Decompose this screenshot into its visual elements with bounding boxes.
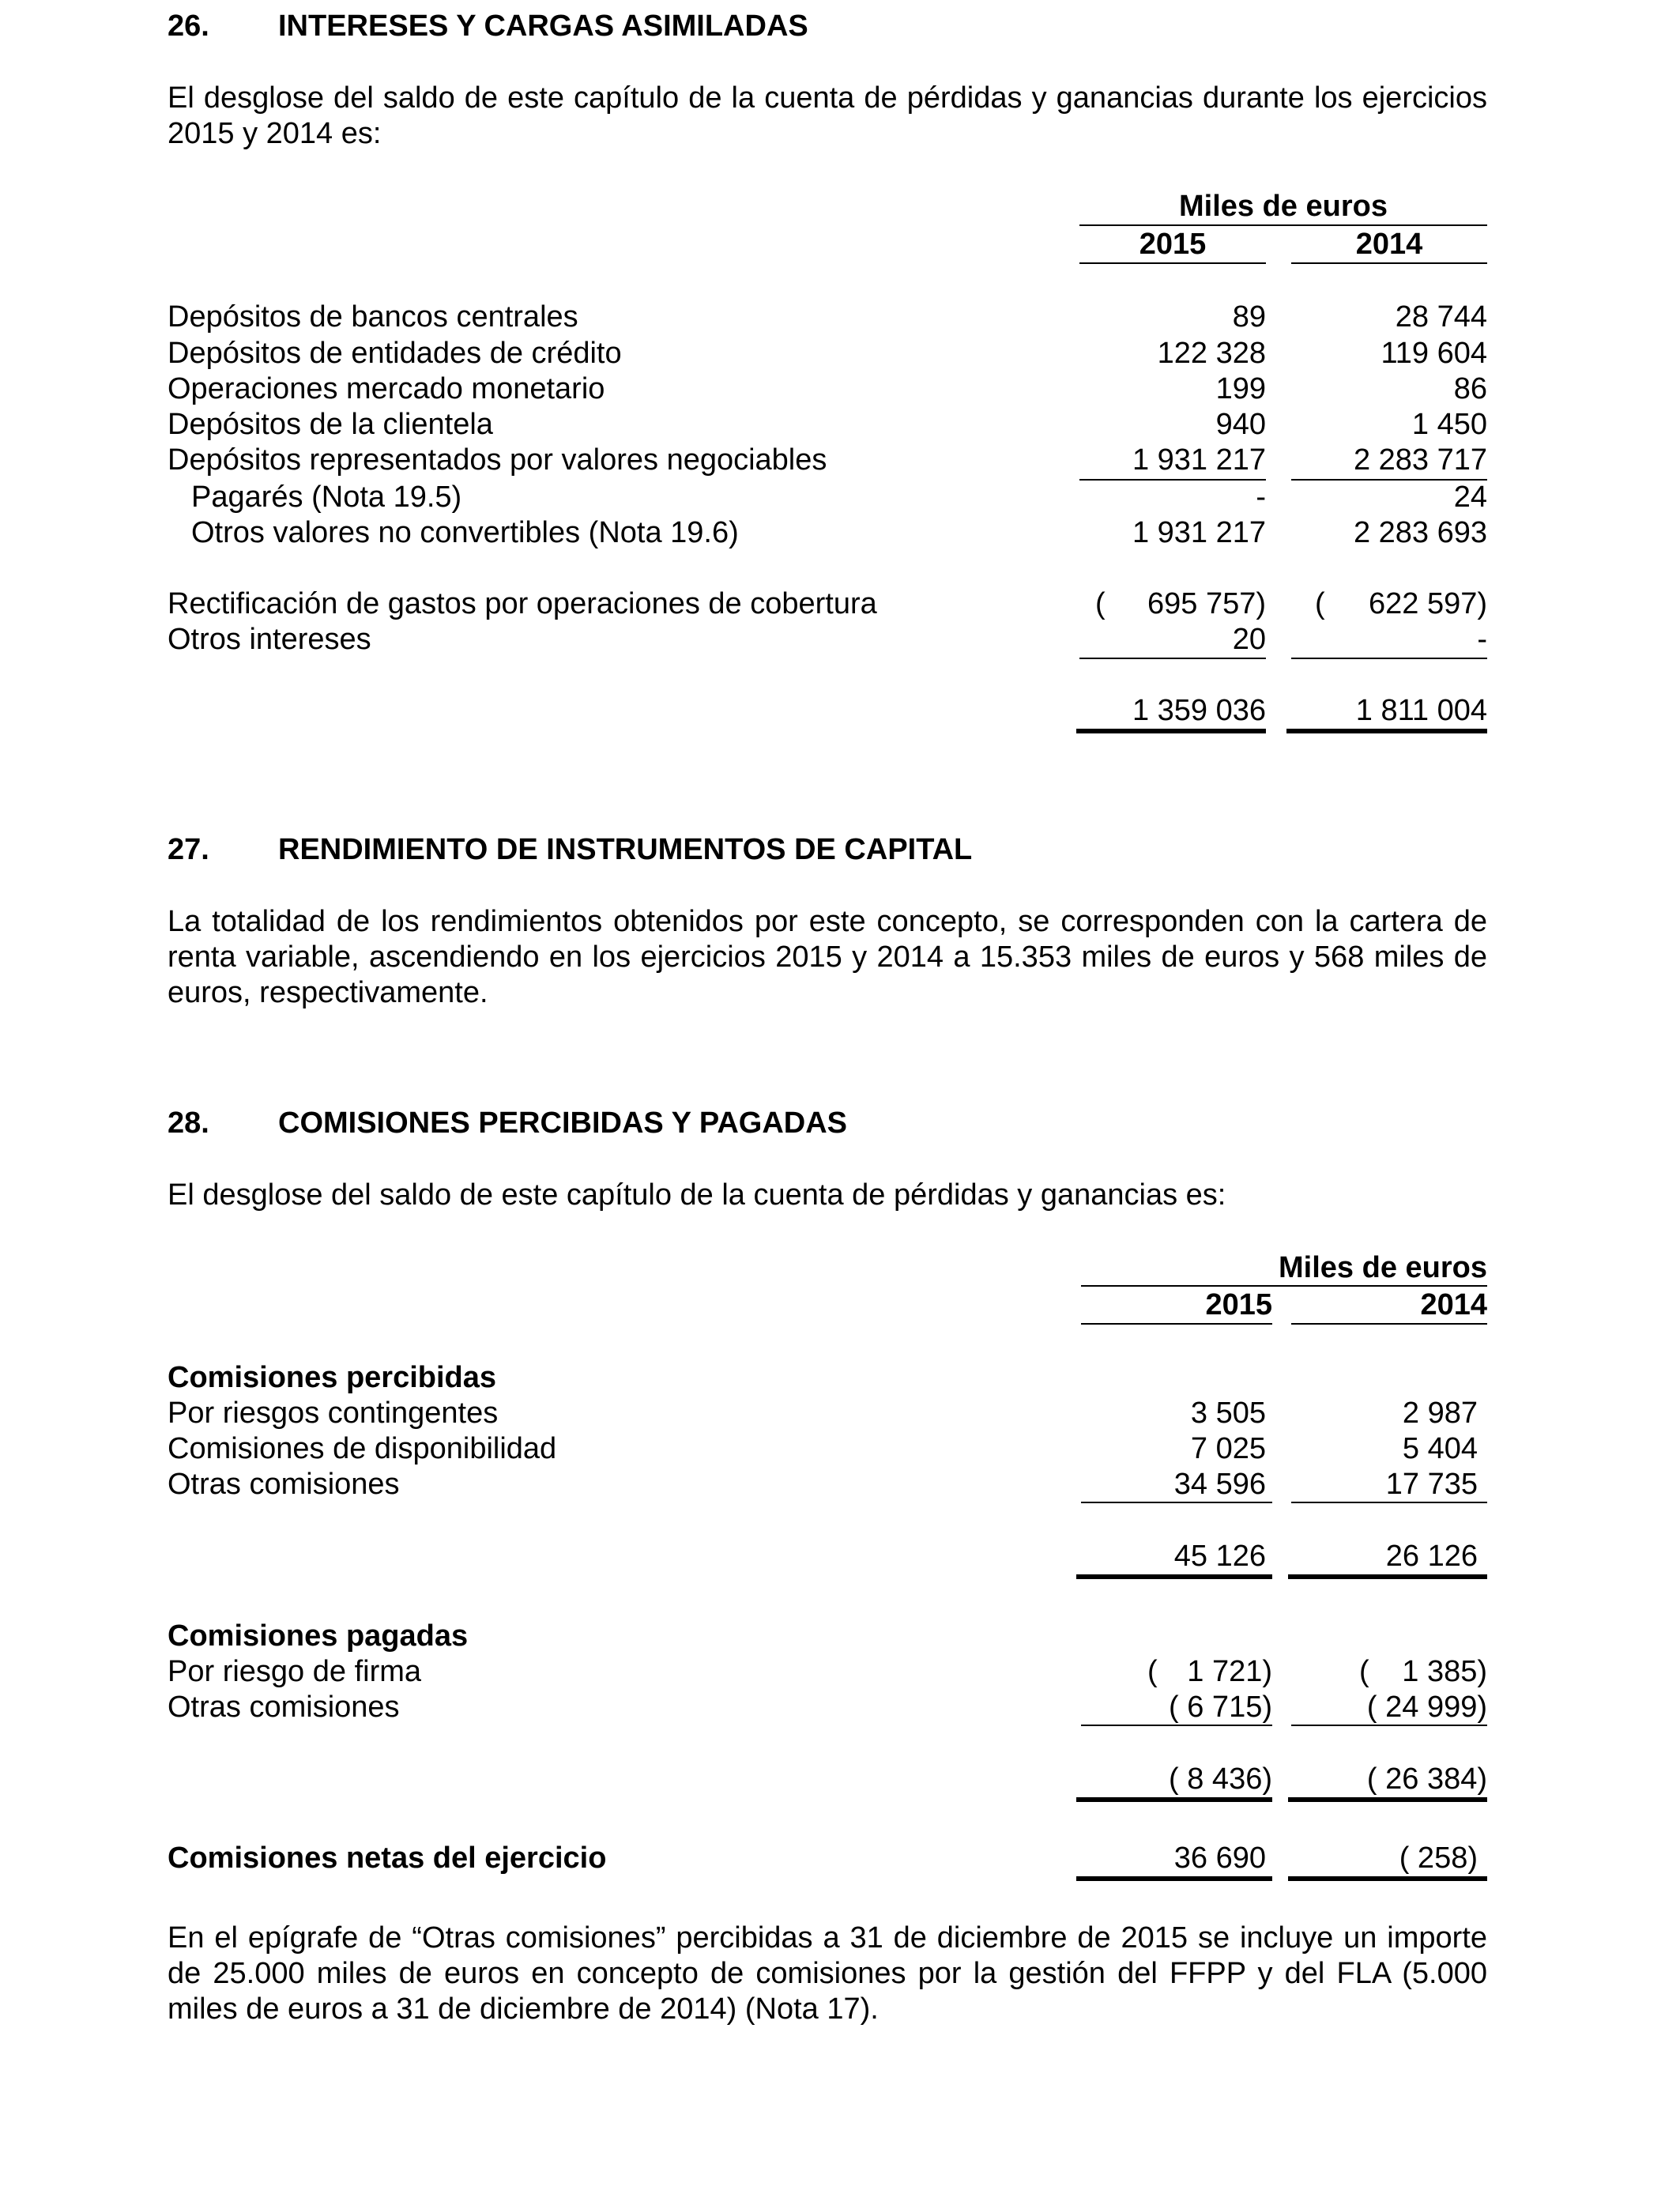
table-26-open-paren-2014: ( bbox=[1315, 587, 1325, 620]
table-26-total-2015: 1 359 036 bbox=[1132, 694, 1266, 727]
table-26-row-label: Rectificación de gastos por operaciones de cobertura bbox=[168, 587, 877, 620]
table-28-netas-2014: ( 258) bbox=[1399, 1842, 1478, 1875]
table-26-row-label: Operaciones mercado monetario bbox=[168, 372, 605, 405]
table-26-col-2014: 2014 bbox=[1355, 228, 1423, 261]
section-26-number: 26. bbox=[168, 9, 209, 43]
table-26-row-label: Otros valores no convertibles (Nota 19.6) bbox=[191, 516, 739, 549]
table-26-row-2014: 1 450 bbox=[1411, 408, 1487, 441]
table-28-pagadas-double-rule-2015 bbox=[1076, 1797, 1272, 1802]
table-26-row-2015: 199 bbox=[1215, 372, 1266, 405]
section-28-title: COMISIONES PERCIBIDAS Y PAGADAS bbox=[278, 1106, 848, 1140]
table-28-pagadas-2014: 1 385) bbox=[1402, 1655, 1487, 1688]
table-28-percibidas-label: Otras comisiones bbox=[168, 1468, 400, 1501]
table-28-pagadas-heading: Comisiones pagadas bbox=[168, 1619, 469, 1653]
table-26-total-top-rule-2015 bbox=[1079, 658, 1266, 659]
table-28-pagadas-rule-2015 bbox=[1081, 1725, 1272, 1726]
table-28-pagadas-2015: ( 6 715) bbox=[1169, 1691, 1272, 1724]
section-28-closing: En el epígrafe de “Otras comisiones” percibidas a 31 de diciembre de 2015 se incluye un importe de 25.000 miles de euros en concepto de comisiones por la gestión del FFPP y del FLA (5.000 miles de euros a 31 de diciembre de 2014) (Nota 17). bbox=[168, 1921, 1487, 2026]
table-28-percibidas-2014: 17 735 bbox=[1385, 1468, 1478, 1501]
table-26-open-paren-2015: ( bbox=[1095, 587, 1106, 620]
table-28-col-rule-2014 bbox=[1291, 1323, 1487, 1325]
table-26-total-top-rule-2014 bbox=[1291, 658, 1487, 659]
table-26-row-label: Depósitos representados por valores negociables bbox=[168, 443, 827, 477]
table-28-percibidas-double-rule-2014 bbox=[1288, 1574, 1487, 1579]
table-28-pagadas-2015: 1 721) bbox=[1187, 1655, 1272, 1688]
table-26-total-2014: 1 811 004 bbox=[1355, 694, 1487, 727]
table-26-row-2014: 86 bbox=[1453, 372, 1487, 405]
table-26-col-rule-2015 bbox=[1079, 262, 1266, 264]
table-28-percibidas-2014: 2 987 bbox=[1402, 1397, 1478, 1430]
table-28-percibidas-2015: 34 596 bbox=[1173, 1468, 1266, 1501]
table-26-row-2015: 1 931 217 bbox=[1132, 443, 1266, 477]
table-28-pagadas-total-2015: ( 8 436) bbox=[1169, 1762, 1272, 1796]
table-26-row-2014: - bbox=[1477, 623, 1487, 656]
table-28-netas-double-rule-2015 bbox=[1076, 1876, 1272, 1881]
section-27-title: RENDIMIENTO DE INSTRUMENTOS DE CAPITAL bbox=[278, 833, 973, 866]
section-27-body: La totalidad de los rendimientos obtenidos por este concepto, se corresponden con la cartera de renta variable, ascendiendo en los ejercicios 2015 y 2014 a 15.353 miles de euros y 568 miles de euros, respectivamente. bbox=[168, 905, 1487, 1009]
table-28-pagadas-2014: ( 24 999) bbox=[1366, 1691, 1487, 1724]
table-28-col-rule-2015 bbox=[1081, 1323, 1272, 1325]
table-28-netas-label: Comisiones netas del ejercicio bbox=[168, 1842, 607, 1875]
table-28-percibidas-label: Comisiones de disponibilidad bbox=[168, 1432, 557, 1465]
table-28-percibidas-2015: 7 025 bbox=[1190, 1432, 1266, 1465]
table-28-percibidas-rule-2015 bbox=[1081, 1502, 1272, 1503]
table-28-percibidas-rule-2014 bbox=[1291, 1502, 1487, 1503]
table-28-pagadas-label: Otras comisiones bbox=[168, 1691, 400, 1724]
table-26-row-label: Depósitos de entidades de crédito bbox=[168, 337, 622, 370]
table-26-row-2015: 122 328 bbox=[1157, 337, 1266, 370]
table-28-netas-double-rule-2014 bbox=[1288, 1876, 1487, 1881]
section-27-number: 27. bbox=[168, 833, 209, 866]
table-28-pagadas-double-rule-2014 bbox=[1288, 1797, 1487, 1802]
section-28-intro: El desglose del saldo de este capítulo de la cuenta de pérdidas y ganancias es: bbox=[168, 1178, 1226, 1212]
table-28-pagadas-open-paren-2014: ( bbox=[1359, 1655, 1369, 1688]
table-26-row-2015: 940 bbox=[1215, 408, 1266, 441]
table-26-row-2014: 2 283 693 bbox=[1353, 516, 1487, 549]
table-26-row-2015: 89 bbox=[1232, 300, 1266, 334]
table-26-row-2015: 1 931 217 bbox=[1132, 516, 1266, 549]
section-28-number: 28. bbox=[168, 1106, 209, 1140]
table-26-row-label: Depósitos de bancos centrales bbox=[168, 300, 578, 334]
table-26-row-2015: 20 bbox=[1232, 623, 1266, 656]
table-28-col-2014: 2014 bbox=[1420, 1288, 1487, 1321]
table-26-row-2015: 695 757) bbox=[1147, 587, 1266, 620]
table-26-unit-header: Miles de euros bbox=[1179, 190, 1388, 223]
table-28-pagadas-total-2014: ( 26 384) bbox=[1366, 1762, 1487, 1796]
table-26-total-double-rule-2014 bbox=[1286, 729, 1487, 733]
table-26-row-label: Depósitos de la clientela bbox=[168, 408, 493, 441]
table-26-col-2015: 2015 bbox=[1139, 228, 1207, 261]
table-28-percibidas-total-2015: 45 126 bbox=[1173, 1540, 1266, 1573]
table-26-row-2015: - bbox=[1256, 481, 1266, 514]
table-26-row-2014: 119 604 bbox=[1381, 337, 1487, 370]
table-26-row-label: Otros intereses bbox=[168, 623, 371, 656]
table-28-col-2015: 2015 bbox=[1205, 1288, 1272, 1321]
table-28-percibidas-total-2014: 26 126 bbox=[1385, 1540, 1478, 1573]
table-28-netas-2015: 36 690 bbox=[1173, 1842, 1266, 1875]
table-26-total-double-rule-2015 bbox=[1076, 729, 1266, 733]
table-28-pagadas-open-paren-2015: ( bbox=[1147, 1655, 1158, 1688]
table-28-percibidas-heading: Comisiones percibidas bbox=[168, 1361, 497, 1394]
table-26-row-2014: 28 744 bbox=[1395, 300, 1487, 334]
table-28-percibidas-double-rule-2015 bbox=[1076, 1574, 1272, 1579]
section-26-title: INTERESES Y CARGAS ASIMILADAS bbox=[278, 9, 808, 43]
table-28-pagadas-rule-2014 bbox=[1291, 1725, 1487, 1726]
table-28-pagadas-label: Por riesgo de firma bbox=[168, 1655, 422, 1688]
table-26-col-rule-2014 bbox=[1291, 262, 1487, 264]
table-28-percibidas-label: Por riesgos contingentes bbox=[168, 1397, 499, 1430]
table-28-unit-header: Miles de euros bbox=[1279, 1251, 1487, 1284]
table-26-row-2014: 2 283 717 bbox=[1353, 443, 1487, 477]
table-28-percibidas-2015: 3 505 bbox=[1190, 1397, 1266, 1430]
section-26-intro: El desglose del saldo de este capítulo de la cuenta de pérdidas y ganancias durante los ejercicios 2015 y 2014 es: bbox=[168, 81, 1487, 150]
table-26-row-label: Pagarés (Nota 19.5) bbox=[191, 481, 462, 514]
table-26-row-2014: 622 597) bbox=[1368, 587, 1487, 620]
table-28-percibidas-2014: 5 404 bbox=[1402, 1432, 1478, 1465]
table-26-row-2014: 24 bbox=[1453, 481, 1487, 514]
